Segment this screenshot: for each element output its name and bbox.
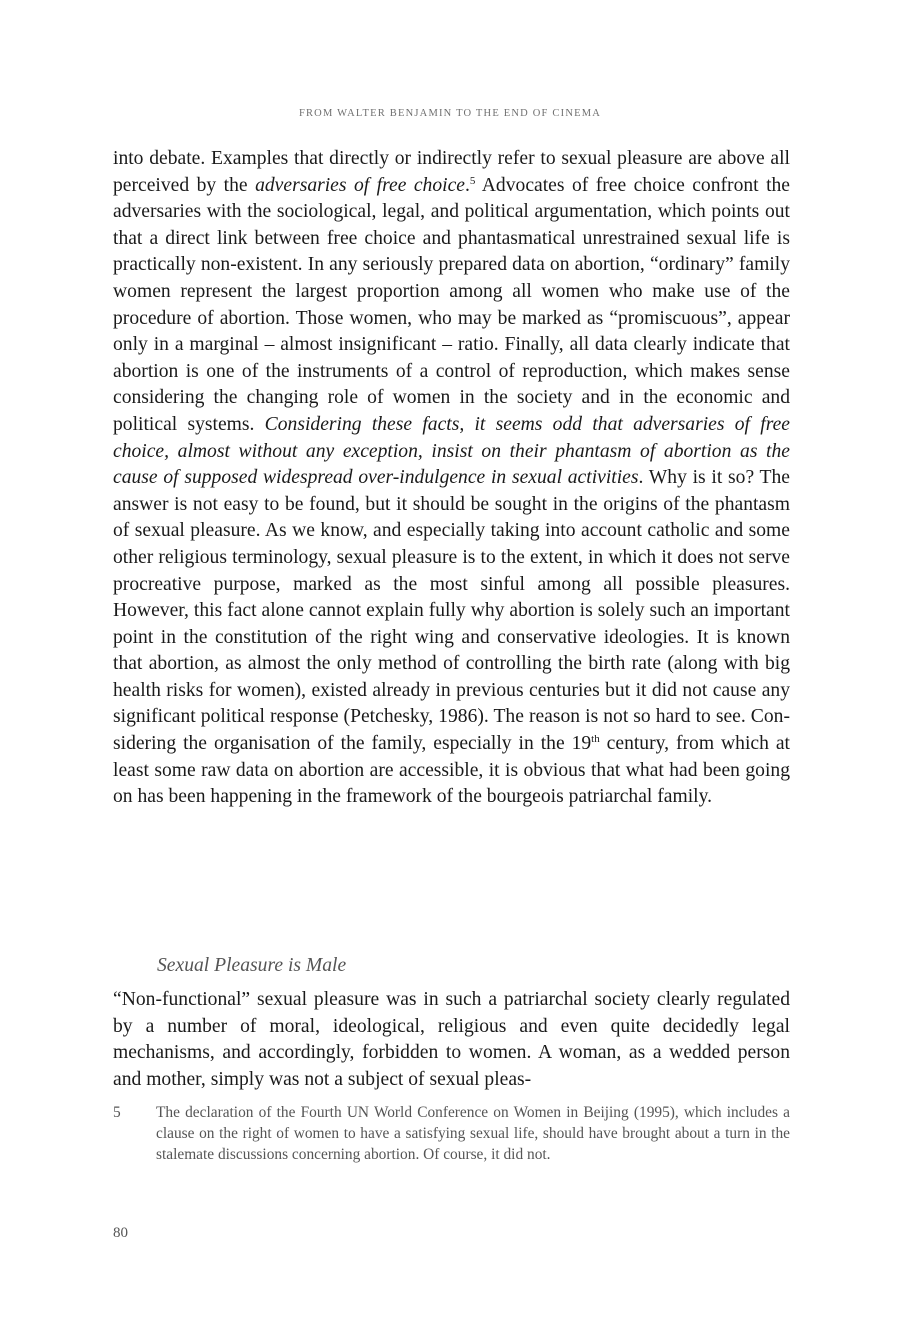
- text-segment: Advocates of free choice confront the adversaries with the sociological, legal, and political argumentation, which points out that a direct link between free choice and phantasmatical unrestrained sexual life is practically non-existent. In any seriously prepared data on abortion, “ordinary” family women represent the largest proportion among all women who make use of the procedure of abortion. Those women, who may be marked as “promiscuous”, appear only in a marginal – almost insignificant – ratio. Finally, all data clearly indicate that abortion is one of the instruments of a control of reproduction, which makes sense considering the changing role of women in the society and in the economic and political systems.: [113, 174, 791, 435]
- footnote-reference[interactable]: 5: [469, 174, 476, 187]
- ordinal-superscript: th: [591, 733, 600, 746]
- footnote-number: 5: [113, 1104, 121, 1121]
- page-number: 80: [113, 1225, 128, 1241]
- text-segment: into debate. Examples that directly or indirectly refer to sexual pleasure are above all perceived by the: [113, 148, 790, 196]
- text-segment: . Why is it so? The answer is not easy to be found, but it should be sought in the origins of the phantasm of sexual pleasure. As we know, and especially taking into account catholic and some other religious terminology, sexual pleasure is to the extent, in which it does not serve procreative purpose, marked as the most sinful among all possible pleasures. However, this fact alone cannot explain fully why abortion is solely such an important point in the constitution of the right wing and conservative ideologies. It is known that abortion, as almost the only method of controlling the birth rate (along with big health risks for women), existed already in previous centuries but it did not cause any significant political response (Petchesky, 1986). The reason is not so hard to see. Considering the organisation of the family, especially in the 19: [113, 467, 790, 755]
- body-paragraph-2: “Non-functional” sexual pleasure was in such a patriarchal society clearly regulated by a number of moral, ideological, religious and even quite decidedly legal mechanisms, and accordingly, forbidden to women. A woman, as a wedded person and mother, simply was not a subject of sexual pleas-: [113, 989, 790, 1090]
- italic-segment: Considering these facts, it seems odd that adversaries of free choice, almost without any exception, insist on their phantasm of abortion as the cause of supposed widespread over-indulgence in sexual activities: [113, 413, 790, 489]
- footnote: [113, 1102, 790, 1165]
- body-paragraph-1: [113, 146, 790, 811]
- text-segment: century, from which at least some raw data on abortion are accessible, it is obvious that what had been going on has been happening in the framework of the bourgeois patriarchal family.: [113, 733, 790, 808]
- running-head: FROM WALTER BENJAMIN TO THE END OF CINEMA: [298, 108, 602, 119]
- footnote-text: The declaration of the Fourth UN World Conference on Women in Beijing (1995), which includes a clause on the right of women to have a satisfying sexual life, should have brought about a turn in the stalemate discussions concerning abortion. Of course, it did not.: [156, 1104, 790, 1163]
- italic-segment: adversaries of free choice: [255, 174, 465, 196]
- section-heading: Sexual Pleasure is Male: [157, 955, 347, 976]
- text-segment: .: [465, 174, 470, 196]
